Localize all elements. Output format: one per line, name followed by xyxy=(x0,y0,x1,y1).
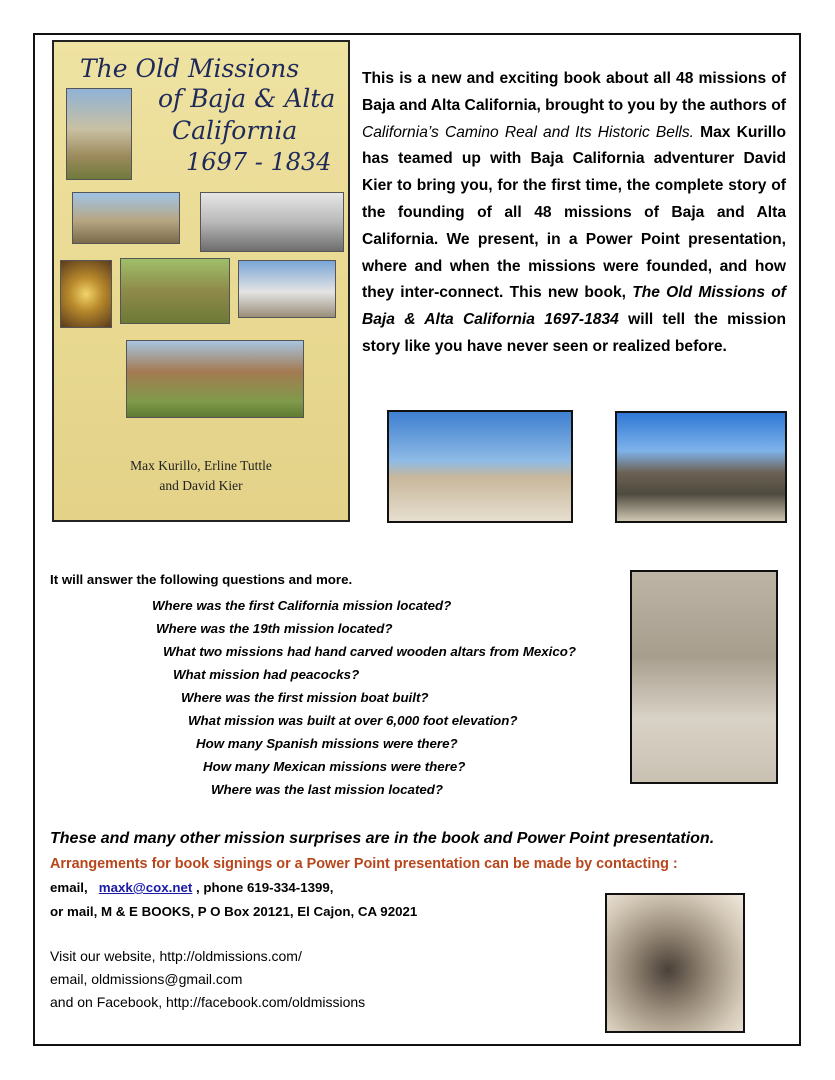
cover-title-line4: 1697 - 1834 xyxy=(186,148,332,176)
facebook-line: and on Facebook, http://facebook.com/oldmissions xyxy=(50,994,366,1010)
question-6: What mission was built at over 6,000 foot elevation? xyxy=(188,713,518,728)
question-3: What two missions had hand carved wooden altars from Mexico? xyxy=(163,644,577,659)
book-cover xyxy=(52,40,350,522)
cover-photo-church xyxy=(238,260,336,318)
book-title-camino-real: California’s Camino Real and Its Historic Bells. xyxy=(362,123,695,141)
cover-title-line2: of Baja & Alta xyxy=(158,84,336,113)
website-line: Visit our website, http://oldmissions.com/ xyxy=(50,948,302,964)
question-5: Where was the first mission boat built? xyxy=(181,690,429,705)
photo-stone-mission xyxy=(615,411,787,523)
cover-title-line3: California xyxy=(172,116,298,145)
intro-text-2: Max Kurillo has teamed up with Baja California adventurer David Kier to bring you, for the first time, the complete story of the founding of all 48 missions of Baja and Alta California. We present, in a Power Point presentation, where and when the missions were founded, and how they inter-connect. This new book, xyxy=(362,123,786,302)
email2-line: email, oldmissions@gmail.com xyxy=(50,971,243,987)
phone-text: , phone 619-334-1399, xyxy=(192,880,334,895)
cover-authors-line1: Max Kurillo, Erline Tuttle xyxy=(130,458,272,473)
contact-email-line xyxy=(50,880,334,895)
intro-paragraph xyxy=(362,66,786,361)
email-label: email, xyxy=(50,880,88,895)
surprises-line: These and many other mission surprises are in the book and Power Point presentation. xyxy=(50,830,715,847)
questions-intro: It will answer the following questions and more. xyxy=(50,572,353,587)
cover-photo-altar xyxy=(60,260,112,328)
mail-address: or mail, M & E BOOKS, P O Box 20121, El Cajon, CA 92021 xyxy=(50,904,418,919)
question-1: Where was the first California mission located? xyxy=(152,598,452,613)
question-4: What mission had peacocks? xyxy=(173,667,360,682)
cover-authors-line2: and David Kier xyxy=(159,478,243,493)
photo-interior-altar xyxy=(630,570,778,784)
cover-photo-mission-1 xyxy=(72,192,180,244)
cover-photo-ruins xyxy=(66,88,132,180)
cover-photo-adobe-ruin xyxy=(120,258,230,324)
book-title-old-missions: The Old Missions of Baja & Alta California 1697-1834 xyxy=(362,284,786,329)
question-2: Where was the 19th mission located? xyxy=(156,621,393,636)
arrangements-line: Arrangements for book signings or a Power Point presentation can be made by contacting : xyxy=(50,856,678,872)
photo-mission-plaza xyxy=(387,410,573,523)
question-7: How many Spanish missions were there? xyxy=(196,736,458,751)
question-9: Where was the last mission located? xyxy=(211,782,444,797)
intro-text-3: will tell the mission story like you have never seen or realized before. xyxy=(362,311,786,355)
cover-photo-mission-2 xyxy=(200,192,344,252)
cover-photo-adobe-wall xyxy=(126,340,304,418)
email-link[interactable]: maxk@cox.net xyxy=(98,880,193,895)
photo-spiral-stair xyxy=(605,893,745,1033)
cover-title-line1: The Old Missions xyxy=(80,54,300,83)
question-8: How many Mexican missions were there? xyxy=(203,759,466,774)
intro-text-1: This is a new and exciting book about all 48 missions of Baja and Alta California, brought to you by the authors of xyxy=(362,70,786,114)
